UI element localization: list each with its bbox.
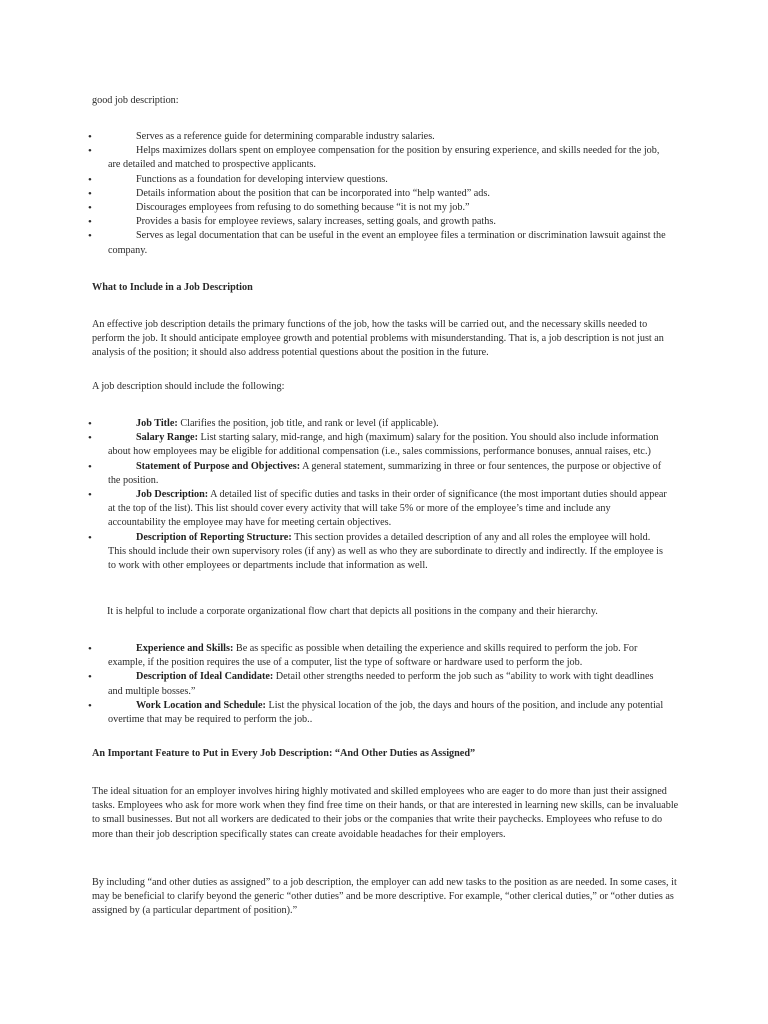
list-item [0, 173, 668, 187]
item-term: Description of Reporting Structure: [136, 531, 292, 543]
bullet-icon: • [88, 489, 92, 502]
bullet-icon: • [88, 432, 92, 445]
bullet-icon: • [88, 145, 92, 158]
bullet-icon: • [88, 671, 92, 684]
list-item [0, 531, 668, 574]
list-item [0, 201, 668, 215]
item-term: Work Location and Schedule: [136, 699, 266, 711]
include-list-b [0, 642, 768, 727]
item-text: List starting salary, mid-range, and high (maximum) salary for the position. You should also include information about how employees may be eligible for additional compensation (i.e., sales commissions, performance bonuses, annual raises, etc.) [108, 432, 659, 458]
bullet-icon: • [88, 187, 92, 200]
paragraph: The ideal situation for an employer involves hiring highly motivated and skilled employees who are eager to do more than just their assigned tasks. Employees who ask for more work when they find free time on their hands, or that are interested in learning new skills, can be invaluable to small businesses. But not all workers are dedicated to their jobs or the companies that write their paychecks. Employees who refuse to do more than their job description specifically states can create avoidable headaches for their employers. [92, 786, 679, 840]
list-item [0, 670, 668, 698]
item-term: Job Description: [136, 489, 209, 501]
item-text: A detailed list of specific duties and tasks in their order of significance (the most important duties should appear at the top of the list). This list should cover every activity that will take 5% or more of the employee’s time and include any accountability the employee may have for meeting certain objectives. [108, 489, 667, 529]
bullet-icon: • [88, 216, 92, 229]
section-heading: An Important Feature to Put in Every Job Description: “And Other Duties as Assigned” [92, 748, 476, 759]
intro-text: good job description: [92, 95, 179, 106]
list-item [0, 229, 668, 257]
include-list-a [0, 417, 768, 573]
benefits-list [0, 130, 768, 258]
list-item [0, 460, 668, 488]
list-item [0, 215, 668, 229]
paragraph: An effective job description details the primary functions of the job, how the tasks will be carried out, and the necessary skills needed to perform the job. It should anticipate employee growth and potential problems with misunderstanding. That is, a job description is not just an analysis of the position; it should also address potential questions about the position in the future. [92, 319, 664, 359]
item-term: Statement of Purpose and Objectives: [136, 460, 301, 472]
benefit-text: Provides a basis for employee reviews, salary increases, setting goals, and growth paths. [136, 216, 496, 228]
item-text: This section provides a detailed description of any and all roles the employee will hold. This should include their own supervisory roles (if any) as well as who they are subordinate to directly and indirectly. If the employee is to work with other employees or departments include that information as well. [108, 531, 663, 572]
bullet-icon: • [88, 173, 92, 186]
item-term: Salary Range: [136, 432, 198, 444]
benefit-text: Details information about the position that can be incorporated into “help wanted” ads. [136, 187, 490, 199]
section-heading: What to Include in a Job Description [92, 282, 253, 293]
bullet-icon: • [88, 643, 92, 655]
item-text: A general statement, summarizing in three or four sentences, the purpose or objective of the position. [108, 460, 662, 486]
bullet-icon: • [88, 460, 92, 473]
item-text: List the physical location of the job, the days and hours of the position, and include any potential overtime that may be required to perform the job.. [108, 699, 664, 726]
bullet-icon: • [88, 131, 92, 143]
list-item [0, 642, 668, 670]
paragraph: A job description should include the following: [92, 381, 285, 392]
list-item [0, 699, 668, 727]
benefit-text: Functions as a foundation for developing interview questions. [136, 173, 388, 185]
paragraph: By including “and other duties as assigned” to a job description, the employer can add new tasks to the position as are needed. In some cases, it may be beneficial to clarify beyond the generic “other duties” and be more descriptive. For example, “other clerical duties,” or “other duties as assigned by (a particular department of position).” [92, 877, 677, 917]
benefit-text: Discourages employees from refusing to do something because “it is not my job.” [136, 202, 470, 214]
item-term: Experience and Skills: [136, 643, 234, 654]
item-text: Clarifies the position, job title, and rank or level (if applicable). [177, 418, 439, 429]
list-item [0, 488, 668, 531]
list-item [0, 187, 668, 201]
benefit-text: Serves as legal documentation that can be useful in the event an employee files a termination or discrimination lawsuit against the company. [108, 230, 666, 256]
bullet-icon: • [88, 531, 92, 544]
flow-chart-note: It is helpful to include a corporate organizational flow chart that depicts all positions in the company and their hierarchy. [107, 606, 598, 617]
bullet-icon: • [88, 230, 92, 243]
bullet-icon: • [88, 418, 92, 430]
bullet-icon: • [88, 202, 92, 215]
list-item [0, 417, 668, 431]
item-text: Detail other strengths needed to perform the job such as “ability to work with tight deadlines and multiple bosses.” [108, 671, 654, 697]
item-term: Description of Ideal Candidate: [136, 671, 274, 683]
item-text: Be as specific as possible when detailing the experience and skills required to perform the job. For example, if the position requires the use of a computer, list the type of software or hardware used to perform the job. [108, 643, 638, 669]
bullet-icon: • [88, 699, 92, 712]
list-item [0, 144, 668, 172]
benefit-text: Helps maximizes dollars spent on employee compensation for the position by ensuring experience, and skills needed for the job, are detailed and matched to prospective applicants. [108, 145, 660, 171]
benefit-text: Serves as a reference guide for determining comparable industry salaries. [136, 131, 435, 142]
list-item [0, 431, 668, 459]
item-term: Job Title: [136, 418, 178, 429]
list-item [0, 130, 668, 144]
